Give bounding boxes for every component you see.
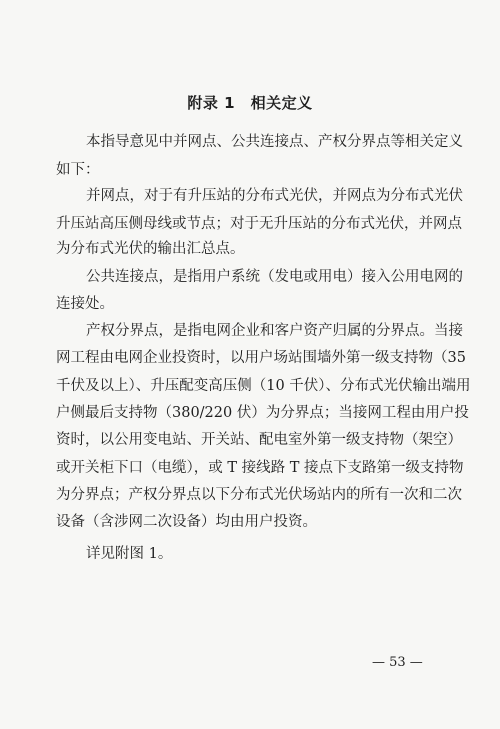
paragraph-common-connection-line-2: 连接处。 (56, 296, 114, 312)
paragraph-grid-connection-line-3: 为分布式光伏的输出汇总点。 (56, 241, 245, 257)
paragraph-grid-connection-line-1: 并网点，对于有升压站的分布式光伏，并网点为分布式光伏 (86, 188, 463, 204)
paragraph-property-boundary-line-6: 或开关柜下口（电缆），或 T 接线路 T 接点下支路第一级支持物 (56, 460, 464, 476)
paragraph-property-boundary-line-1: 产权分界点，是指电网企业和客户资产归属的分界点。当接 (86, 323, 463, 339)
paragraph-intro-line-1: 本指导意见中并网点、公共连接点、产权分界点等相关定义 (86, 134, 463, 150)
paragraph-property-boundary-line-5: 资时，以公用变电站、开关站、配电室外第一级支持物（架空） (56, 432, 462, 448)
paragraph-see-figure-line-1: 详见附图 1。 (86, 546, 173, 562)
appendix-title: 附录 1 相关定义 (187, 94, 313, 112)
paragraph-grid-connection-line-2: 升压站高压侧母线或节点；对于无升压站的分布式光伏，并网点 (56, 216, 462, 232)
page-number: — 53 — (372, 655, 423, 670)
paragraph-common-connection-line-1: 公共连接点，是指用户系统（发电或用电）接入公用电网的 (86, 269, 463, 285)
paragraph-property-boundary-line-2: 网工程由电网企业投资时，以用户场站围墙外第一级支持物（35 (56, 350, 466, 366)
paragraph-intro-line-2: 如下： (56, 162, 100, 178)
paragraph-property-boundary-line-3: 千伏及以上）、升压配变高压侧（10 千伏）、分布式光伏输出端用 (56, 378, 471, 394)
paragraph-property-boundary-line-4: 户侧最后支持物（380/220 伏）为分界点；当接网工程由用户投 (56, 405, 469, 421)
paragraph-property-boundary-line-7: 为分界点；产权分界点以下分布式光伏场站内的所有一次和二次 (56, 487, 462, 503)
paragraph-property-boundary-line-8: 设备（含涉网二次设备）均由用户投资。 (56, 514, 317, 530)
